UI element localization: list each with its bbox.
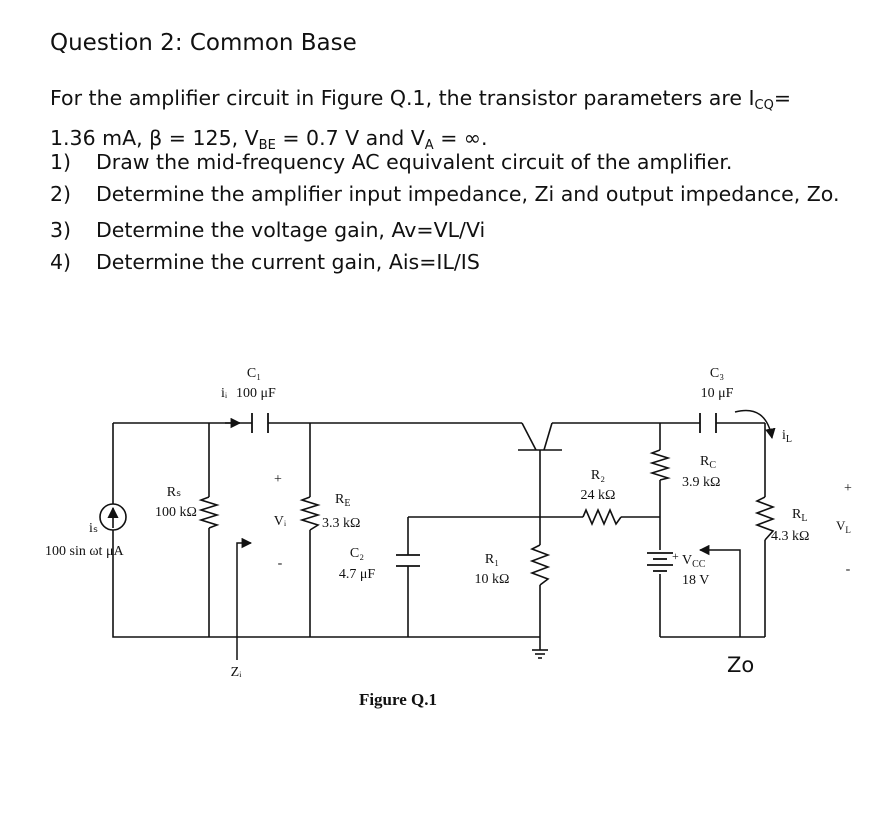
vl-plus: + [844, 481, 852, 496]
task-number: 2) [50, 182, 72, 206]
zo-label: Zo [727, 653, 755, 677]
r2-name: R₂ [590, 468, 606, 483]
vbe-subscript: BE [258, 138, 276, 153]
capacitor-c1 [252, 413, 268, 433]
task-number: 1) [50, 150, 72, 174]
vcc-plus: + [672, 549, 679, 563]
icq-subscript: CQ [754, 98, 774, 113]
resistor-rs [201, 497, 217, 528]
r1-value: 10 kΩ [474, 572, 510, 587]
vi-minus: - [277, 556, 283, 571]
c2-name: C₂ [349, 546, 365, 561]
question-title: Question 2: Common Base [50, 30, 357, 56]
resistor-rc [652, 450, 668, 480]
vl-minus: - [845, 562, 851, 577]
vcc-value: 18 V [682, 573, 710, 588]
intro-line2-start: 1.36 mA, β = 125, V [50, 126, 259, 150]
rs-value: 100 kΩ [155, 505, 197, 520]
zo-arrow [700, 550, 740, 637]
resistor-r1 [532, 545, 548, 585]
task-text: Draw the mid-frequency AC equivalent circuit of the amplifier. [96, 150, 733, 174]
re-value: 3.3 kΩ [322, 516, 361, 531]
task-text: Determine the amplifier input impedance, Zi and output impedance, Zo. [96, 182, 840, 206]
c2-value: 4.7 μF [338, 567, 376, 582]
figure-caption: Figure Q.1 [358, 690, 438, 709]
task-text: Determine the voltage gain, Av=VL/Vi [96, 218, 486, 242]
rs-name: Rₛ [166, 485, 182, 500]
c1-name: C₁ [246, 366, 262, 381]
task-number: 4) [50, 250, 72, 274]
intro-line1: For the amplifier circuit in Figure Q.1, the transistor parameters are I [50, 86, 755, 110]
il-arrow [735, 410, 772, 438]
is-label: iₛ [89, 521, 99, 536]
ground-symbol [532, 650, 548, 658]
zi-label: Zᵢ [230, 665, 242, 680]
vi-plus: + [274, 472, 282, 487]
resistor-r2 [583, 510, 621, 524]
task-number: 3) [50, 218, 72, 242]
c3-name: C₃ [709, 366, 725, 381]
r2-value: 24 kΩ [580, 488, 616, 503]
vi-label: Vᵢ [273, 514, 287, 529]
r1-name: R₁ [484, 552, 500, 567]
current-source [100, 504, 126, 530]
c1-value: 100 μF [236, 386, 276, 401]
vl-label: $V_L$ [836, 518, 851, 535]
rl-value: 4.3 kΩ [771, 529, 810, 544]
capacitor-c2 [396, 555, 420, 566]
rl-name: $R_L$ [792, 507, 808, 524]
rc-value: 3.9 kΩ [682, 475, 721, 490]
intro-line2-end: = ∞. [433, 126, 488, 150]
re-name: $R_E$ [335, 492, 351, 509]
intro-line2-mid: = 0.7 V and V [275, 126, 425, 150]
rc-name: $R_C$ [700, 454, 717, 471]
arrows [225, 410, 772, 660]
battery-vcc [647, 553, 673, 571]
task-text: Determine the current gain, Ais=IL/IS [96, 250, 480, 274]
va-subscript: A [424, 138, 434, 153]
c3-value: 10 μF [700, 386, 734, 401]
resistor-re [302, 497, 318, 530]
zi-arrow [237, 543, 251, 660]
source-label: 100 sin ωt μA [45, 544, 124, 559]
il-label: $i_L$ [782, 428, 792, 445]
vcc-name: $V_{CC}$ [682, 553, 706, 570]
icq-equals: = [773, 86, 792, 110]
transistor [518, 423, 562, 450]
ii-label: iᵢ [221, 386, 228, 401]
capacitor-c3 [700, 413, 716, 433]
